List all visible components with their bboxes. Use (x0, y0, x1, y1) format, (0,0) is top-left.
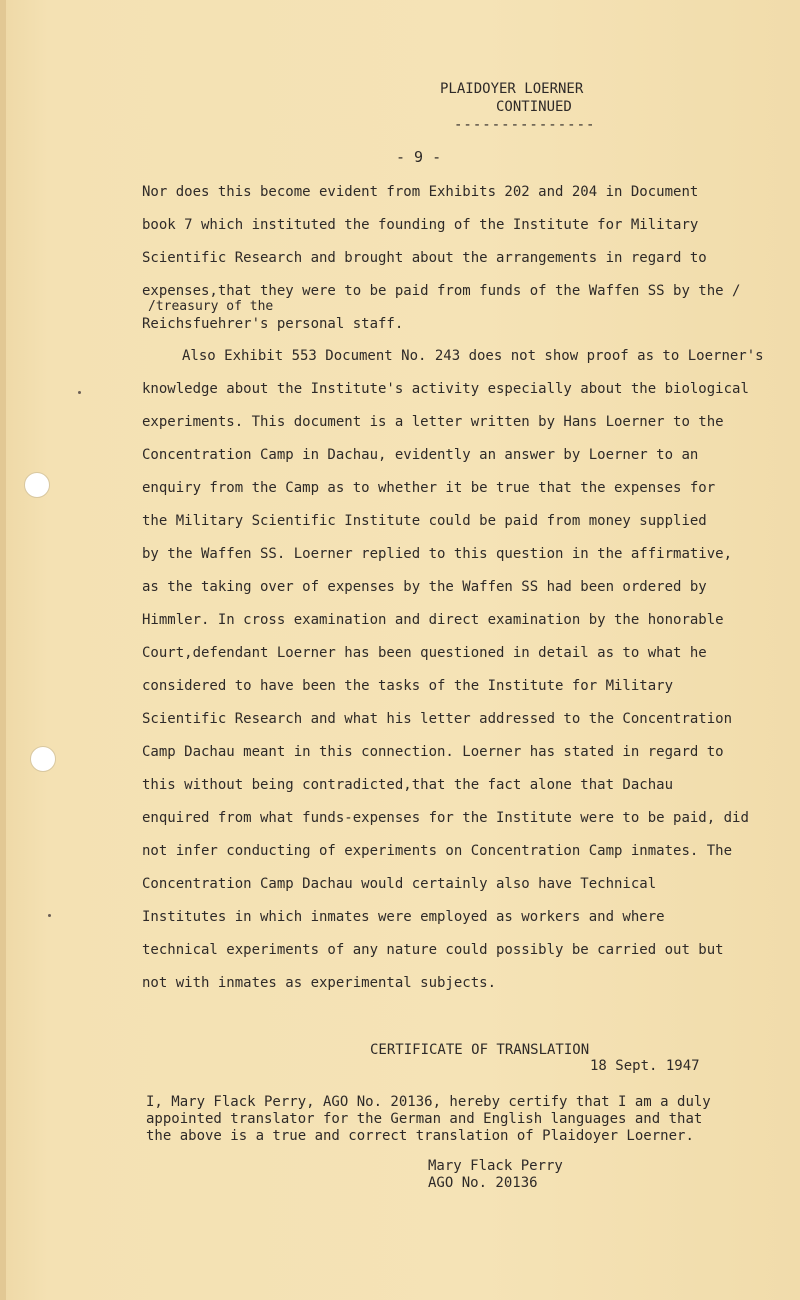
text-line: this without being contradicted,that the fact alone that Dachau (142, 777, 674, 793)
text-line: Court,defendant Loerner has been questioned in detail as to what he (142, 645, 707, 661)
certificate-body (146, 1094, 711, 1145)
ink-speck (78, 391, 81, 394)
paragraph-1 (142, 176, 782, 341)
text-line: knowledge about the Institute's activity especially about the biological (142, 381, 749, 397)
heading-title: PLAIDOYER LOERNER (440, 81, 584, 97)
heading-rule: --------------- (454, 117, 596, 133)
text-line: Concentration Camp Dachau would certainly also have Technical (142, 876, 657, 892)
text-line: appointed translator for the German and English languages and that (146, 1111, 703, 1127)
text-line: the Military Scientific Institute could be paid from money supplied (142, 513, 707, 529)
text-line: experiments. This document is a letter written by Hans Loerner to the (142, 414, 724, 430)
text-line: Scientific Research and what his letter addressed to the Concentration (142, 711, 733, 727)
text-line: Himmler. In cross examination and direct examination by the honorable (142, 612, 724, 628)
heading-subtitle: CONTINUED (496, 99, 572, 115)
text-line: Concentration Camp in Dachau, evidently an answer by Loerner to an (142, 447, 699, 463)
text-line: Scientific Research and brought about the arrangements in regard to (142, 250, 707, 266)
document-heading (440, 80, 595, 134)
text-line: as the taking over of expenses by the Waffen SS had been ordered by (142, 579, 707, 595)
text-line: considered to have been the tasks of the Institute for Military (142, 678, 674, 694)
text-line: I, Mary Flack Perry, AGO No. 20136, hereby certify that I am a duly (146, 1094, 711, 1110)
handwritten-insertion (148, 300, 273, 314)
text-line: technical experiments of any nature could possibly be carried out but (142, 942, 724, 958)
text-line: the above is a true and correct translation of Plaidoyer Loerner. (146, 1128, 694, 1144)
translator-ago-number: AGO No. 20136 (428, 1175, 538, 1191)
certificate-date: 18 Sept. 1947 (590, 1058, 700, 1074)
text-line: Institutes in which inmates were employed as workers and where (142, 909, 665, 925)
text-line: Reichsfuehrer's personal staff. (142, 316, 404, 332)
ink-speck (48, 914, 51, 917)
text-line: by the Waffen SS. Loerner replied to this question in the affirmative, (142, 546, 733, 562)
punch-hole-bottom (30, 746, 56, 772)
text-line: not with inmates as experimental subjects. (142, 975, 497, 991)
text-line: expenses,that they were to be paid from funds of the Waffen SS by the / (142, 283, 741, 299)
text-line: Nor does this become evident from Exhibits 202 and 204 in Document (142, 184, 699, 200)
text-line: not infer conducting of experiments on Concentration Camp inmates. The (142, 843, 733, 859)
page-number: - 9 - (396, 148, 442, 166)
certificate-title: CERTIFICATE OF TRANSLATION (370, 1042, 590, 1058)
text-line: Also Exhibit 553 Document No. 243 does not show proof as to Loerner's (182, 348, 764, 364)
paragraph-2 (142, 340, 782, 1000)
text-line: enquired from what funds-expenses for the Institute were to be paid, did (142, 810, 749, 826)
text-line: book 7 which instituted the founding of the Institute for Military (142, 217, 699, 233)
translator-name: Mary Flack Perry (428, 1158, 563, 1174)
page-edge (0, 0, 6, 1300)
translator-signature-block (428, 1158, 563, 1192)
insertion-line: /treasury of the (148, 299, 274, 314)
text-line: enquiry from the Camp as to whether it be true that the expenses for (142, 480, 716, 496)
text-line: Camp Dachau meant in this connection. Loerner has stated in regard to (142, 744, 724, 760)
punch-hole-top (24, 472, 50, 498)
